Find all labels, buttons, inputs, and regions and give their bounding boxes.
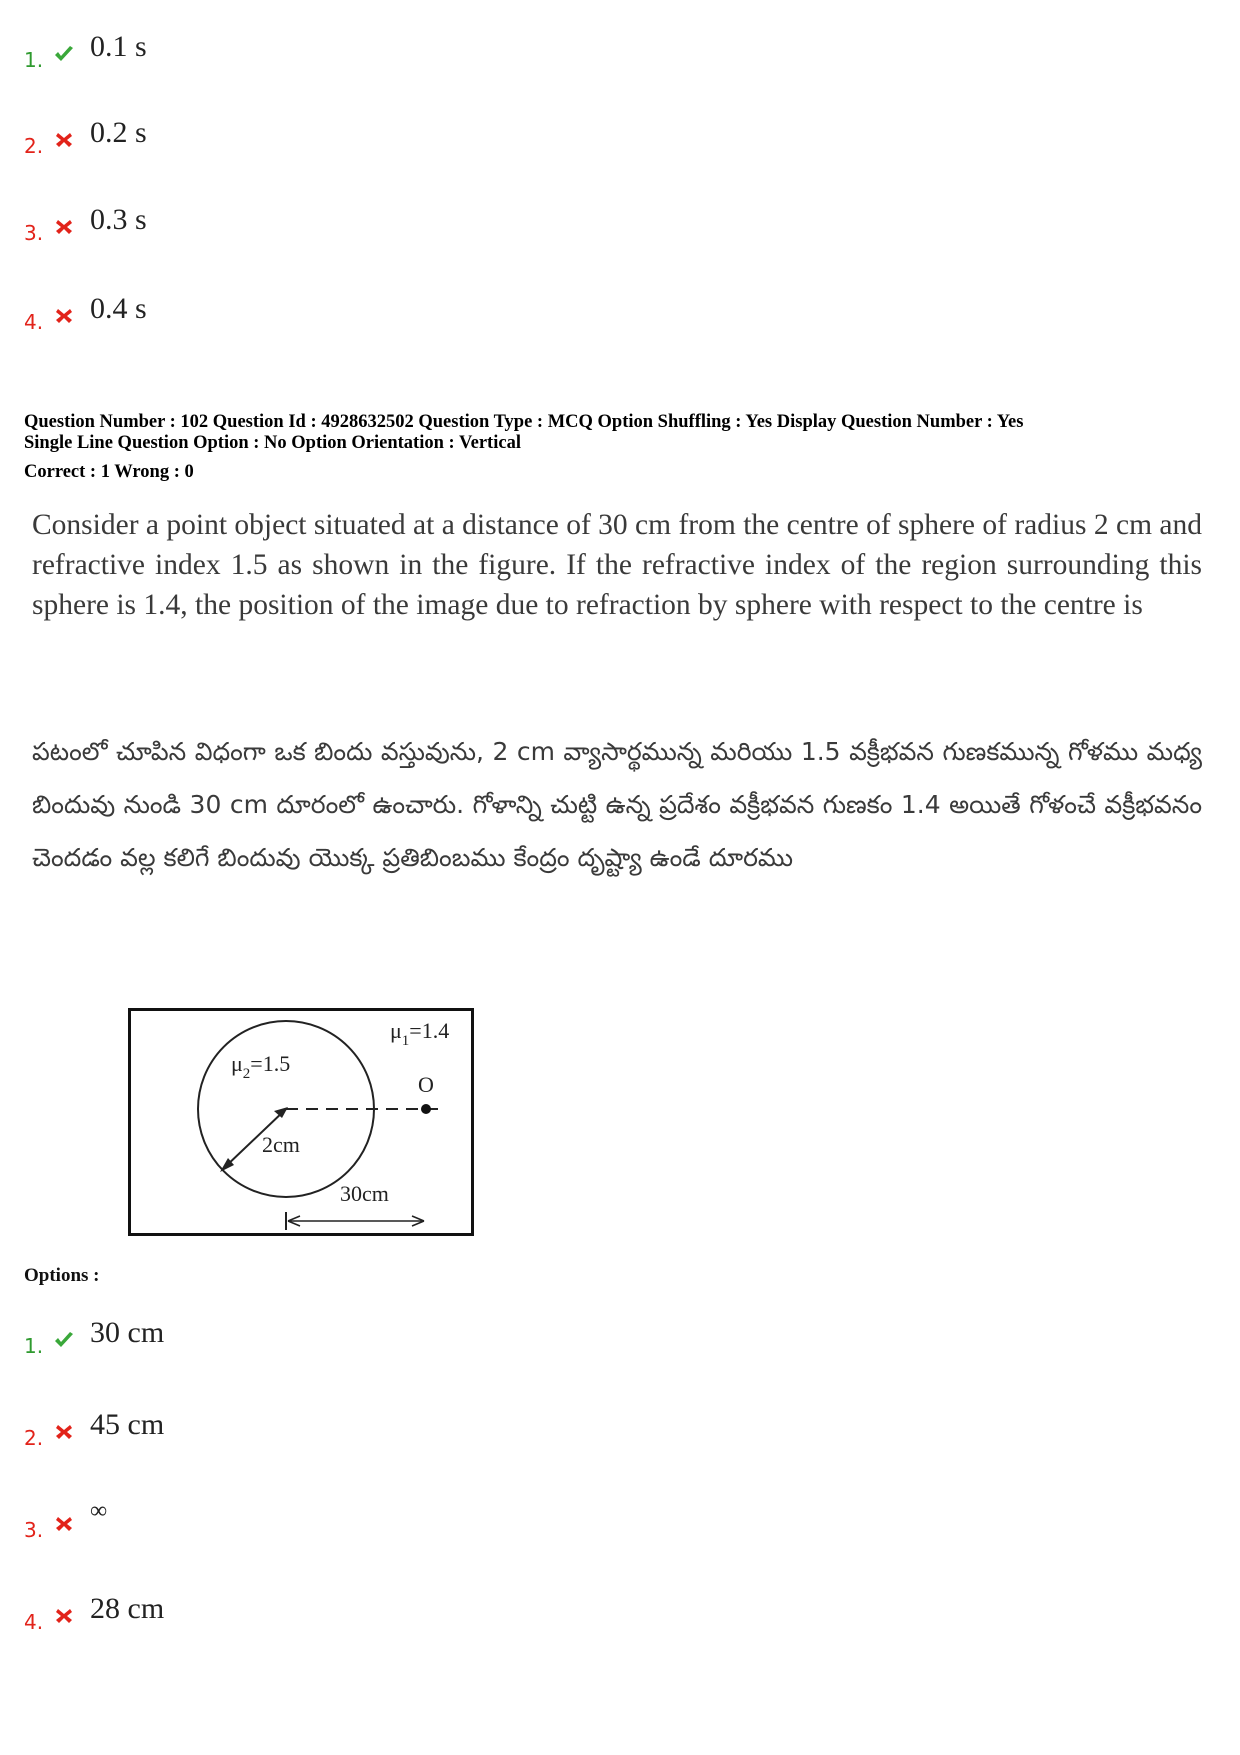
option-number: 2. bbox=[24, 134, 44, 158]
question-meta-line1: Question Number : 102 Question Id : 4928632502 Question Type : MCQ Option Shuffling : Yes Display Question Number : Yes bbox=[24, 412, 1024, 432]
option-value: 0.1 s bbox=[90, 30, 147, 63]
distance-label: 30cm bbox=[340, 1181, 389, 1206]
option-value: 45 cm bbox=[90, 1408, 165, 1441]
options-label: Options : bbox=[24, 1265, 100, 1286]
option-value: 0.2 s bbox=[90, 116, 147, 149]
question-meta-line2: Single Line Question Option : No Option Orientation : Vertical bbox=[24, 433, 521, 453]
cross-icon bbox=[52, 304, 76, 328]
cross-icon bbox=[52, 215, 76, 239]
option-value: 0.3 s bbox=[90, 203, 147, 236]
cross-icon bbox=[52, 1512, 76, 1536]
option-value: 28 cm bbox=[90, 1592, 165, 1625]
mu1-label: $\mu_1=1.4$ bbox=[390, 1018, 450, 1049]
option-number: 1. bbox=[24, 1334, 44, 1358]
check-icon bbox=[52, 42, 76, 66]
cross-icon bbox=[52, 1604, 76, 1628]
option-number: 4. bbox=[24, 1610, 44, 1634]
question-text-telugu: పటంలో చూపిన విధంగా ఒక బిందు వస్తువును, 2 cm వ్యాసార్థమున్న మరియు 1.5 వక్రీభవన గుణకమున్న గోళము మధ్య బిందువు నుండి 30 cm దూరంలో ఉంచారు. గోళాన్ని చుట్టి ఉన్న ప్రదేశం వక్రీభవన గుణకం 1.4 అయితే గోళంచే వక్రీభవనం చెందడం వల్ల కలిగే బిందువు యొక్క ప్రతిబింబము కేంద్రం దృష్ట్యా ఉండే దూరము bbox=[32, 737, 1202, 872]
figure-border bbox=[130, 1010, 473, 1235]
option-number: 3. bbox=[24, 1518, 44, 1542]
option-number: 3. bbox=[24, 221, 44, 245]
question-figure bbox=[128, 1008, 474, 1236]
option-number: 2. bbox=[24, 1426, 44, 1450]
option-value: 0.4 s bbox=[90, 292, 147, 325]
cross-icon bbox=[52, 128, 76, 152]
option-value: ∞ bbox=[90, 1498, 108, 1524]
question-marks: Correct : 1 Wrong : 0 bbox=[24, 462, 194, 482]
question-text-english: Consider a point object situated at a distance of 30 cm from the centre of sphere of radius 2 cm and refractive index 1.5 as shown in the figure. If the refractive index of the region surrounding this sphere is 1.4, the position of the image due to refraction by sphere with respect to the centre is bbox=[32, 509, 1202, 621]
mu2-label: $\mu_2=1.5$ bbox=[231, 1051, 291, 1082]
object-point bbox=[421, 1104, 431, 1114]
object-label: O bbox=[418, 1072, 434, 1097]
option-value: 30 cm bbox=[90, 1316, 165, 1349]
radius-label: 2cm bbox=[262, 1132, 300, 1157]
option-number: 1. bbox=[24, 48, 44, 72]
cross-icon bbox=[52, 1420, 76, 1444]
check-icon bbox=[52, 1328, 76, 1352]
option-number: 4. bbox=[24, 310, 44, 334]
